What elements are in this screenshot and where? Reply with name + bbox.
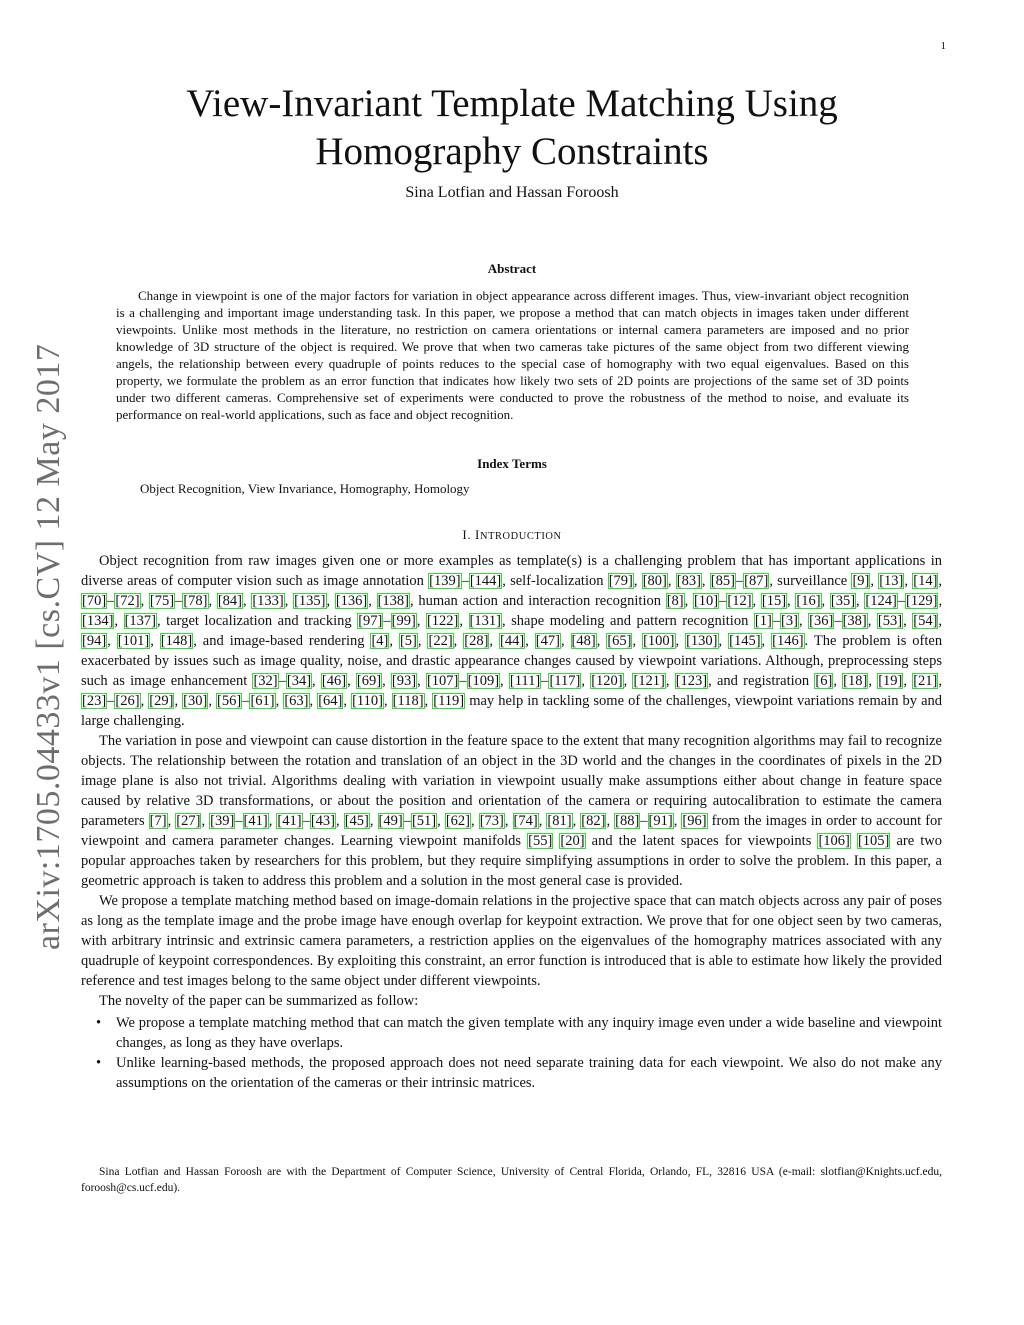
citation-link[interactable]: [4] bbox=[371, 633, 389, 649]
list-item-text: We propose a template matching method that can match the given template with any inquiry image even under a wide baseline and viewpoint changes, as long as they have overlaps. bbox=[116, 1015, 942, 1051]
citation-link[interactable]: [6] bbox=[815, 673, 833, 689]
citation-link[interactable]: [14] bbox=[913, 573, 938, 589]
citation-link[interactable]: [48] bbox=[571, 633, 596, 649]
citation-link[interactable]: [65] bbox=[607, 633, 632, 649]
citation-link[interactable]: [93] bbox=[391, 673, 417, 689]
citation-link[interactable]: [106] bbox=[818, 833, 850, 849]
citation-link[interactable]: [54] bbox=[913, 613, 938, 629]
citation-link[interactable]: [144] bbox=[469, 573, 502, 589]
citation-link[interactable]: [136] bbox=[335, 593, 368, 609]
citation-link[interactable]: [148] bbox=[160, 633, 193, 649]
citation-link[interactable]: [83] bbox=[676, 573, 701, 589]
citation-link[interactable]: [146] bbox=[772, 633, 804, 649]
citation-link[interactable]: [80] bbox=[642, 573, 667, 589]
citation-link[interactable]: [105] bbox=[857, 833, 890, 849]
abstract-heading: Abstract bbox=[487, 261, 537, 276]
citation-link[interactable]: [101] bbox=[117, 633, 150, 649]
title-line-2: Homography Constraints bbox=[315, 130, 709, 173]
citation-link[interactable]: [22] bbox=[428, 633, 453, 649]
bullet-icon: • bbox=[96, 1055, 102, 1071]
citation-link[interactable]: [94] bbox=[82, 633, 107, 649]
citation-link[interactable]: [10] bbox=[693, 593, 719, 609]
citation-link[interactable]: [131] bbox=[469, 613, 501, 629]
arxiv-identifier-stamp[interactable]: arXiv:1705.04433v1 [cs.CV] 12 May 2017 bbox=[30, 343, 67, 950]
citation-link[interactable]: [118] bbox=[392, 693, 424, 709]
index-terms-heading: Index Terms bbox=[477, 456, 547, 471]
citation-link[interactable]: [38] bbox=[842, 613, 867, 629]
citation-link[interactable]: [26] bbox=[115, 693, 140, 709]
citation-link[interactable]: [36] bbox=[809, 613, 834, 629]
citation-link[interactable]: [79] bbox=[608, 573, 633, 589]
citation-link[interactable]: [1] bbox=[754, 613, 772, 629]
citation-link[interactable]: [18] bbox=[843, 673, 868, 689]
citation-link[interactable]: [21] bbox=[913, 673, 938, 689]
citation-link[interactable]: [97] bbox=[358, 613, 383, 629]
citation-link[interactable]: [133] bbox=[252, 593, 284, 609]
intro-paragraph-4: The novelty of the paper can be summarized as follow: bbox=[99, 993, 419, 1009]
citation-link[interactable]: [96] bbox=[682, 813, 707, 829]
paper-title bbox=[100, 80, 924, 176]
citation-link[interactable]: [41] bbox=[243, 813, 268, 829]
citation-link[interactable]: [27] bbox=[176, 813, 201, 829]
citation-link[interactable]: [123] bbox=[675, 673, 708, 689]
citation-link[interactable]: [7] bbox=[149, 813, 167, 829]
novelty-list bbox=[81, 1013, 942, 1093]
citation-link[interactable]: [130] bbox=[686, 633, 718, 649]
introduction-body bbox=[81, 551, 942, 1093]
citation-link[interactable]: [29] bbox=[149, 693, 174, 709]
intro-paragraph-3: We propose a template matching method based on image-domain relations in the projective space that can match objects across any pair of poses as long as the template image and the probe image have enough overlap for keypoint extraction. We prove that for one object seen by two cameras, with arbitrary intrinsic and extrinsic camera parameters, a restriction applies on the eigenvalues of the homography matrices associated with any quadruple of keypoint correspondences. By exploiting this constraint, an error function is introduced that is able to estimate how likely the provided reference and test images belong to the same object under different viewpoints. bbox=[81, 893, 942, 989]
citation-link[interactable]: [64] bbox=[318, 693, 343, 709]
citation-link[interactable]: [99] bbox=[391, 613, 416, 629]
title-line-1: View-Invariant Template Matching Using bbox=[186, 82, 838, 125]
citation-link[interactable]: [137] bbox=[124, 613, 157, 629]
citation-link[interactable]: [87] bbox=[744, 573, 769, 589]
citation-link[interactable]: [19] bbox=[878, 673, 903, 689]
intro-paragraph-1: Object recognition from raw images given one or more examples as template(s) is a challenging problem that has important applications in diverse areas of computer vision such as image annotation [139]–[144], self-localization [79], [80], [83], [85]–[87], surveillance [9], [13], [14], [70]–[72], [75]–[78], [84], [133], [135], [136], [138], human action and interaction recognition [8], [10]–[12], [15], [16], [35], [124]–[129], [134], [137], target localization and tracking [97]–[99], [122], [131], shape modeling and pattern recognition [1]–[3], [36]–[38], [53], [54], [94], [101], [148], and image-based rendering [4], [5], [22], [28], [44], [47], [48], [65], [100], [130], [145], [146]. The problem is often exacerbated by issues such as image quality, noise, and drastic appearance changes caused by viewpoint variations. Although, preprocessing steps such as image enhancement [32]–[34], [46], [69], [93], [107]–[109], [111]–[117], [120], [121], [123], and registration [6], [18], [19], [21], [23]–[26], [29], [30], [56]–[61], [63], [64], [110], [118], [119] may help in tackling some of the challenges, viewpoint variations remain by and large challenging. bbox=[81, 553, 943, 729]
citation-link[interactable]: [139] bbox=[429, 573, 461, 589]
citation-link[interactable]: [100] bbox=[643, 633, 675, 649]
citation-link[interactable]: [63] bbox=[284, 693, 309, 709]
citation-link[interactable]: [51] bbox=[411, 813, 437, 829]
citation-link[interactable]: [32] bbox=[253, 673, 278, 689]
abstract-text: Change in viewpoint is one of the major factors for variation in object appearance across different images. Thus, view-invariant object recognition is a challenging and important image understanding task. In this paper, we propose a method that can match objects in images taken under different viewpoints. Unlike most methods in the literature, no restriction on camera orientations or internal camera parameters are imposed and no prior knowledge of 3D structure of the object is required. We prove that when two cameras take pictures of the same object from two different viewing angels, the relationship between every quadruple of points reduces to the special case of homography with two equal eigenvalues. Based on this property, we formulate the problem as an error function that indicates how likely two sets of 2D points are projections of the same set of 3D points under two different cameras. Comprehensive set of experiments were conducted to prove the robustness of the method to noise, and evaluate its performance on real-world applications, such as face and object recognition. bbox=[116, 288, 909, 422]
citation-link[interactable]: [107] bbox=[426, 673, 459, 689]
citation-link[interactable]: [121] bbox=[633, 673, 665, 689]
citation-link[interactable]: [53] bbox=[877, 613, 903, 629]
citation-link[interactable]: [82] bbox=[581, 813, 606, 829]
citation-link[interactable]: [117] bbox=[549, 673, 581, 689]
citation-link[interactable]: [110] bbox=[352, 693, 383, 709]
author-list: Sina Lotfian and Hassan Foroosh bbox=[405, 184, 619, 201]
list-item bbox=[81, 1053, 942, 1093]
citation-link[interactable]: [91] bbox=[648, 813, 673, 829]
section-title: INTRODUCTION bbox=[475, 527, 562, 542]
citation-link[interactable]: [120] bbox=[591, 673, 623, 689]
citation-link[interactable]: [135] bbox=[294, 593, 326, 609]
list-item bbox=[81, 1013, 942, 1053]
citation-link[interactable]: [124] bbox=[865, 593, 897, 609]
list-item-text: Unlike learning-based methods, the proposed approach does not need separate training data for each viewpoint. We also do not make any assumptions on the orientation of the cameras or their intrinsic matrices. bbox=[116, 1055, 942, 1091]
citation-link[interactable]: [41] bbox=[277, 813, 302, 829]
citation-link[interactable]: [13] bbox=[879, 573, 904, 589]
citation-link[interactable]: [8] bbox=[666, 593, 684, 609]
citation-link[interactable]: [84] bbox=[217, 593, 243, 609]
citation-link[interactable]: [28] bbox=[464, 633, 489, 649]
citation-link[interactable]: [61] bbox=[250, 693, 275, 709]
citation-link[interactable]: [69] bbox=[356, 673, 382, 689]
citation-link[interactable]: [70] bbox=[82, 593, 107, 609]
citation-link[interactable]: [129] bbox=[906, 593, 938, 609]
citation-link[interactable]: [3] bbox=[781, 613, 798, 629]
citation-link[interactable]: [43] bbox=[310, 813, 335, 829]
citation-link[interactable]: [30] bbox=[183, 693, 208, 709]
citation-link[interactable]: [122] bbox=[426, 613, 459, 629]
citation-link[interactable]: [34] bbox=[286, 673, 312, 689]
bullet-icon: • bbox=[96, 1015, 102, 1031]
citation-link[interactable]: [81] bbox=[547, 813, 572, 829]
citation-link[interactable]: [88] bbox=[615, 813, 640, 829]
citation-link[interactable]: [12] bbox=[727, 593, 752, 609]
citation-link[interactable]: [16] bbox=[796, 593, 821, 609]
citation-link[interactable]: [44] bbox=[500, 633, 525, 649]
citation-link[interactable]: [145] bbox=[729, 633, 761, 649]
citation-link[interactable]: [46] bbox=[321, 673, 347, 689]
citation-link[interactable]: [45] bbox=[344, 813, 369, 829]
citation-link[interactable]: [55] bbox=[528, 833, 553, 849]
citation-link[interactable]: [9] bbox=[852, 573, 870, 589]
index-terms-text: Object Recognition, View Invariance, Homography, Homology bbox=[140, 481, 470, 496]
citation-link[interactable]: [47] bbox=[535, 633, 560, 649]
citation-link[interactable]: [78] bbox=[183, 593, 208, 609]
citation-link[interactable]: [20] bbox=[560, 833, 585, 849]
citation-link[interactable]: [49] bbox=[378, 813, 403, 829]
section-heading-introduction bbox=[100, 527, 924, 543]
citation-link[interactable]: [75] bbox=[149, 593, 175, 609]
citation-link[interactable]: [62] bbox=[445, 813, 470, 829]
citation-link[interactable]: [56] bbox=[217, 693, 242, 709]
citation-link[interactable]: [111] bbox=[509, 673, 541, 689]
citation-link[interactable]: [23] bbox=[82, 693, 107, 709]
page-number: 1 bbox=[940, 40, 946, 52]
citation-link[interactable]: [35] bbox=[830, 593, 856, 609]
citation-link[interactable]: [73] bbox=[479, 813, 504, 829]
citation-link[interactable]: [85] bbox=[710, 573, 735, 589]
citation-link[interactable]: [74] bbox=[513, 813, 538, 829]
citation-link[interactable]: [5] bbox=[399, 633, 417, 649]
citation-link[interactable]: [134] bbox=[82, 613, 114, 629]
citation-link[interactable]: [39] bbox=[210, 813, 235, 829]
citation-link[interactable]: [72] bbox=[115, 593, 140, 609]
citation-link[interactable]: [119] bbox=[433, 693, 465, 709]
citation-link[interactable]: [109] bbox=[467, 673, 500, 689]
citation-link[interactable]: [15] bbox=[761, 593, 787, 609]
citation-link[interactable]: [138] bbox=[377, 593, 410, 609]
author-affiliation-footnote: Sina Lotfian and Hassan Foroosh are with the Department of Computer Science, University of Central Florida, Orlando, FL, 32816 USA (e-mail: slotfian@Knights.ucf.edu, foroosh@cs.ucf.edu). bbox=[81, 1166, 942, 1194]
intro-paragraph-2: The variation in pose and viewpoint can cause distortion in the feature space to the extent that many recognition algorithms may fail to recognize objects. The relationship between the rotation and translation of an object in the 3D world and the changes in the coordinates of pixels in the 2D image plane is also not trivial. Algorithms dealing with variation in viewpoint usually make assumptions either about change in feature space caused by relative 3D transformations, or about the position and orientation of the camera or requiring autocalibration to estimate the camera parameters [7], [27], [39]–[41], [41]–[43], [45], [49]–[51], [62], [73], [74], [81], [82], [88]–[91], [96] from the images in order to account for viewpoint and camera parameter changes. Learning viewpoint manifolds [55] [20] and the latent spaces for viewpoints [106] [105] are two popular approaches taken by researchers for this problem, but they require simplifying assumptions in order to solve the problem. In this paper, a geometric approach is taken to address this problem and a solution in the most general case is provided. bbox=[81, 733, 943, 889]
section-number: I. bbox=[462, 527, 472, 542]
